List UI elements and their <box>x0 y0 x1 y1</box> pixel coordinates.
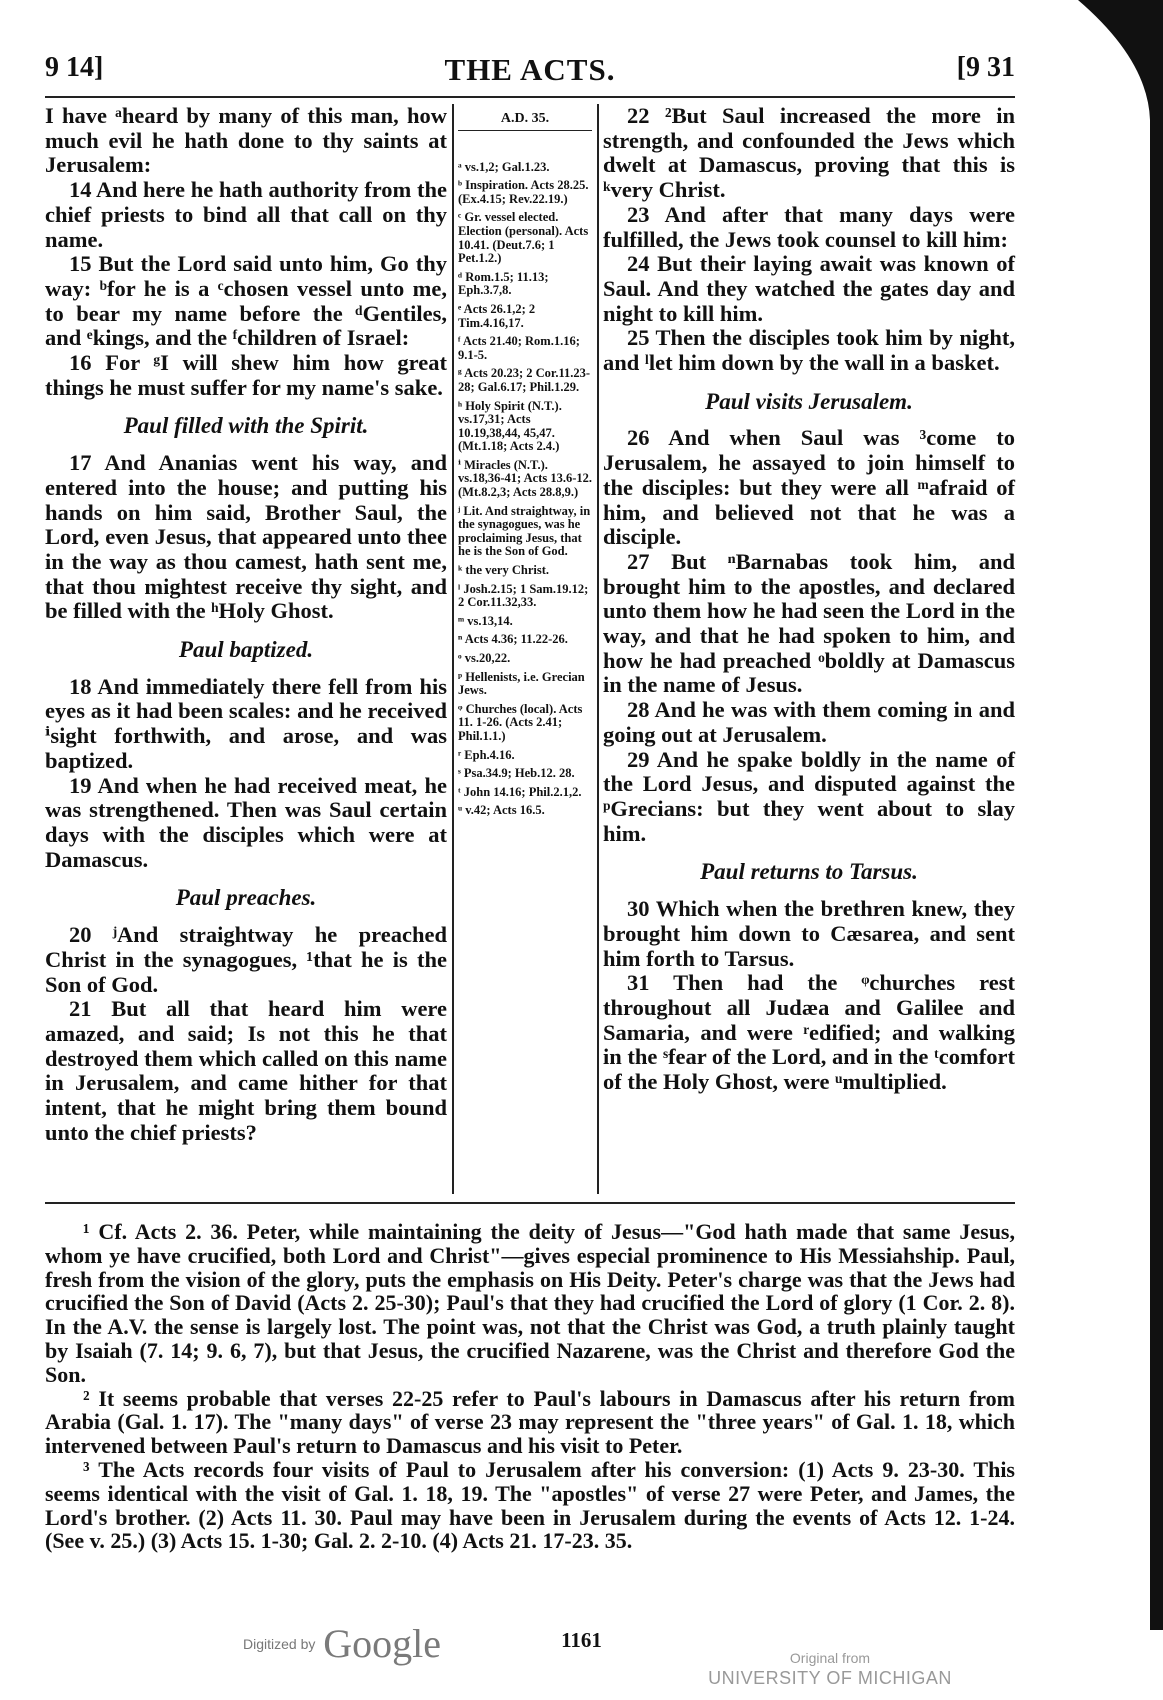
page-number: 1161 <box>561 1628 602 1652</box>
original-from-label: Original from <box>789 1650 871 1666</box>
running-header <box>45 52 1015 92</box>
digitized-watermark <box>243 1620 441 1667</box>
verse-26: 26 And when Saul was ³come to Jerusalem, he assayed to join himself to the disciples: but they were all ᵐafraid of him, and believed not that he was a disciple. <box>603 425 1015 550</box>
reference-item: ⁱ Miracles (N.T.). vs.18,36-41; Acts 13.6-12. (Mt.8.2,3; Acts 28.8,9.) <box>458 457 593 500</box>
reference-column <box>458 112 592 823</box>
reference-item: ⁿ Acts 4.36; 11.22-26. <box>458 632 568 647</box>
reference-item: ᵇ Inspiration. Acts 28.25. (Ex.4.15; Rev.22.19.) <box>458 178 589 206</box>
reference-item: ᵘ v.42; Acts 16.5. <box>458 803 545 818</box>
header-rule <box>45 96 1015 98</box>
reference-item: ᵍ Acts 20.23; 2 Cor.11.23-28; Gal.6.17; Phil.1.29. <box>458 366 591 394</box>
verse-20: 20 ʲAnd straightway he preached Christ in the synagogues, ¹that he is the Son of God. <box>45 922 447 997</box>
header-right-ref: [9 31 <box>956 52 1015 83</box>
section-heading: Paul filled with the Spirit. <box>123 413 369 439</box>
header-left-ref: 9 14] <box>45 52 104 83</box>
section-heading: Paul visits Jerusalem. <box>705 388 913 414</box>
digitized-by-label: Digitized by <box>243 1636 316 1652</box>
verse-28: 28 And he was with them coming in and going out at Jerusalem. <box>603 697 1015 747</box>
footnote-2: ² It seems probable that verses 22-25 refer to Paul's labours in Damascus after his return from Arabia (Gal. 1. 17). The "many days" of verse 23 may represent the "three years" of Gal. 1. 18, which intervened between Paul's return to Damascus and his visit to Peter. <box>45 1385 1015 1459</box>
reference-item: ᵐ vs.13,14. <box>458 613 513 628</box>
reference-item: ʳ Eph.4.16. <box>458 747 515 762</box>
reference-item: ᵃ vs.1,2; Gal.1.23. <box>458 159 550 174</box>
verse-24: 24 But their laying await was known of Saul. And they watched the gates day and night to kill him. <box>603 251 1015 326</box>
verse-16: 16 For ᵍI will shew him how great things he must suffer for my name's sake. <box>45 350 447 400</box>
reference-item: ˢ Psa.34.9; Heb.12. 28. <box>458 766 575 781</box>
reference-item: ᵈ Rom.1.5; 11.13; Eph.3.7,8. <box>458 269 549 298</box>
reference-item: ᶜ Gr. vessel elected. Election (personal). Acts 10.41. (Deut.7.6; 1 Pet.1.2.) <box>458 210 589 266</box>
footnotes <box>45 1220 1015 1553</box>
reference-item: ʲ Lit. And straightway, in the synagogues, was he proclaiming Jesus, that he is the Son of God. <box>458 503 591 559</box>
original-from-watermark <box>700 1648 960 1688</box>
footnote-rule <box>45 1202 1015 1204</box>
verse-31: 31 Then had the ᵠchurches rest throughout all Judæa and Galilee and Samaria, and were ʳedified; and walking in the ˢfear of the Lord, and in the ᵗcomfort of the Holy Ghost, were ᵘmultiplied. <box>603 970 1015 1095</box>
header-title: THE ACTS. <box>444 52 616 87</box>
verse-29: 29 And he spake boldly in the name of the Lord Jesus, and disputed against the ᵖGrecians: but they went about to slay him. <box>603 746 1015 846</box>
verse-14: 14 And here he hath authority from the chief priests to bind all that call on thy name. <box>45 177 447 252</box>
date-label: A.D. 35. <box>458 112 592 131</box>
university-label: UNIVERSITY OF MICHIGAN <box>708 1668 952 1688</box>
verse-18: 18 And immediately there fell from his eyes as it had been scales: and he received ⁱsight forthwith, and arose, and was baptized. <box>45 673 447 773</box>
section-heading: Paul returns to Tarsus. <box>700 859 918 885</box>
column-divider-right <box>597 104 599 1194</box>
reference-item: ᵖ Hellenists, i.e. Grecian Jews. <box>458 669 585 698</box>
verse-17: 17 And Ananias went his way, and entered into the house; and putting his hands on him said, Brother Saul, the Lord, even Jesus, that appeared unto thee in the way as thou camest, hath sent me, that thou mightest receive thy sight, and be filled with the ʰHoly Ghost. <box>45 450 447 624</box>
verse-21: 21 But all that heard him were amazed, and said; Is not this he that destroyed them which called on this name in Jerusalem, and came hither for that intent, that he might bring them bound unto the chief priests? <box>45 996 447 1145</box>
reference-item: ᵗ John 14.16; Phil.2.1,2. <box>458 784 582 799</box>
footnote-3: ³ The Acts records four visits of Paul to Jerusalem after his conversion: (1) Acts 9. 23-30. This seems identical with the visit of Gal. 1. 18, 19. The "apostles" of verse 27 were Peter, and James, the Lord's brother. (2) Acts 11. 30. Paul may have been in Jerusalem during the events of Acts 12. 1-24. (See v. 25.) (3) Acts 15. 1-30; Gal. 2. 2-10. (4) Acts 21. 17-23. 35. <box>45 1456 1015 1554</box>
reference-item: ᵏ the very Christ. <box>458 563 549 578</box>
verse-22: 22 ²But Saul increased the more in strength, and confounded the Jews which dwelt at Damascus, proving that this is ᵏvery Christ. <box>603 103 1015 203</box>
verse-text: I have ᵃheard by many of this man, how much evil he hath done to thy saints at Jerusalem: <box>45 103 447 178</box>
reference-item: ᵠ Churches (local). Acts 11. 1-26. (Acts 2.41; Phil.1.1.) <box>458 701 583 743</box>
right-column <box>603 104 1015 1095</box>
reference-item: ᵉ Acts 26.1,2; 2 Tim.4.16,17. <box>458 301 536 330</box>
verse-27: 27 But ⁿBarnabas took him, and brought him to the apostles, and declared unto them how he had seen the Lord in the way, and that he had spoken to him, and how he had preached ᵒboldly at Damascus in the name of Jesus. <box>603 548 1015 698</box>
reference-item: ˡ Josh.2.15; 1 Sam.19.12; 2 Cor.11.32,33. <box>458 581 589 610</box>
footnote-1: ¹ Cf. Acts 2. 36. Peter, while maintaining the deity of Jesus—"God hath made that same Jesus, whom ye have crucified, both Lord and Christ"—gives especial prominence to His Messiahship. Paul, fresh from the vision of the glory, puts the emphasis on His Deity. Peter's charge was that the Jews had crucified the Son of David (Acts 2. 25-30); Paul's that they had crucified the Lord of glory (1 Cor. 2. 8). In the A.V. the sense is largely lost. The point was, not that the Christ was God, a truth plainly taught by Isaiah (7. 14; 9. 6, 7), but that Jesus, the crucified Nazarene, was the Christ and therefore God the Son. <box>45 1219 1015 1387</box>
verse-15: 15 But the Lord said unto him, Go thy way: ᵇfor he is a ᶜchosen vessel unto me, to bear my name before the ᵈGentiles, and ᵉkings, and the ᶠchildren of Israel: <box>45 251 447 351</box>
page-edge-shadow <box>1068 0 1163 1630</box>
reference-item: ʰ Holy Spirit (N.T.). vs.17,31; Acts 10.19,38,44, 45,47. (Mt.1.18; Acts 2.4.) <box>458 398 562 454</box>
reference-item: ᶠ Acts 21.40; Rom.1.16; 9.1-5. <box>458 334 580 362</box>
verse-30: 30 Which when the brethren knew, they brought him down to Cæsarea, and sent him forth to Tarsus. <box>603 896 1015 971</box>
column-divider-left <box>452 104 454 1194</box>
reference-item: ᵒ vs.20,22. <box>458 651 511 665</box>
verse-25: 25 Then the disciples took him by night, and ˡlet him down by the wall in a basket. <box>603 325 1015 376</box>
left-column <box>45 104 447 1145</box>
section-heading: Paul baptized. <box>178 637 314 663</box>
verse-19: 19 And when he had received meat, he was strengthened. Then was Saul certain days with the disciples which were at Damascus. <box>45 772 447 872</box>
verse-23: 23 And after that many days were fulfilled, the Jews took counsel to kill him: <box>603 201 1015 252</box>
google-logo: Google <box>323 1621 442 1666</box>
section-heading: Paul preaches. <box>175 885 317 911</box>
